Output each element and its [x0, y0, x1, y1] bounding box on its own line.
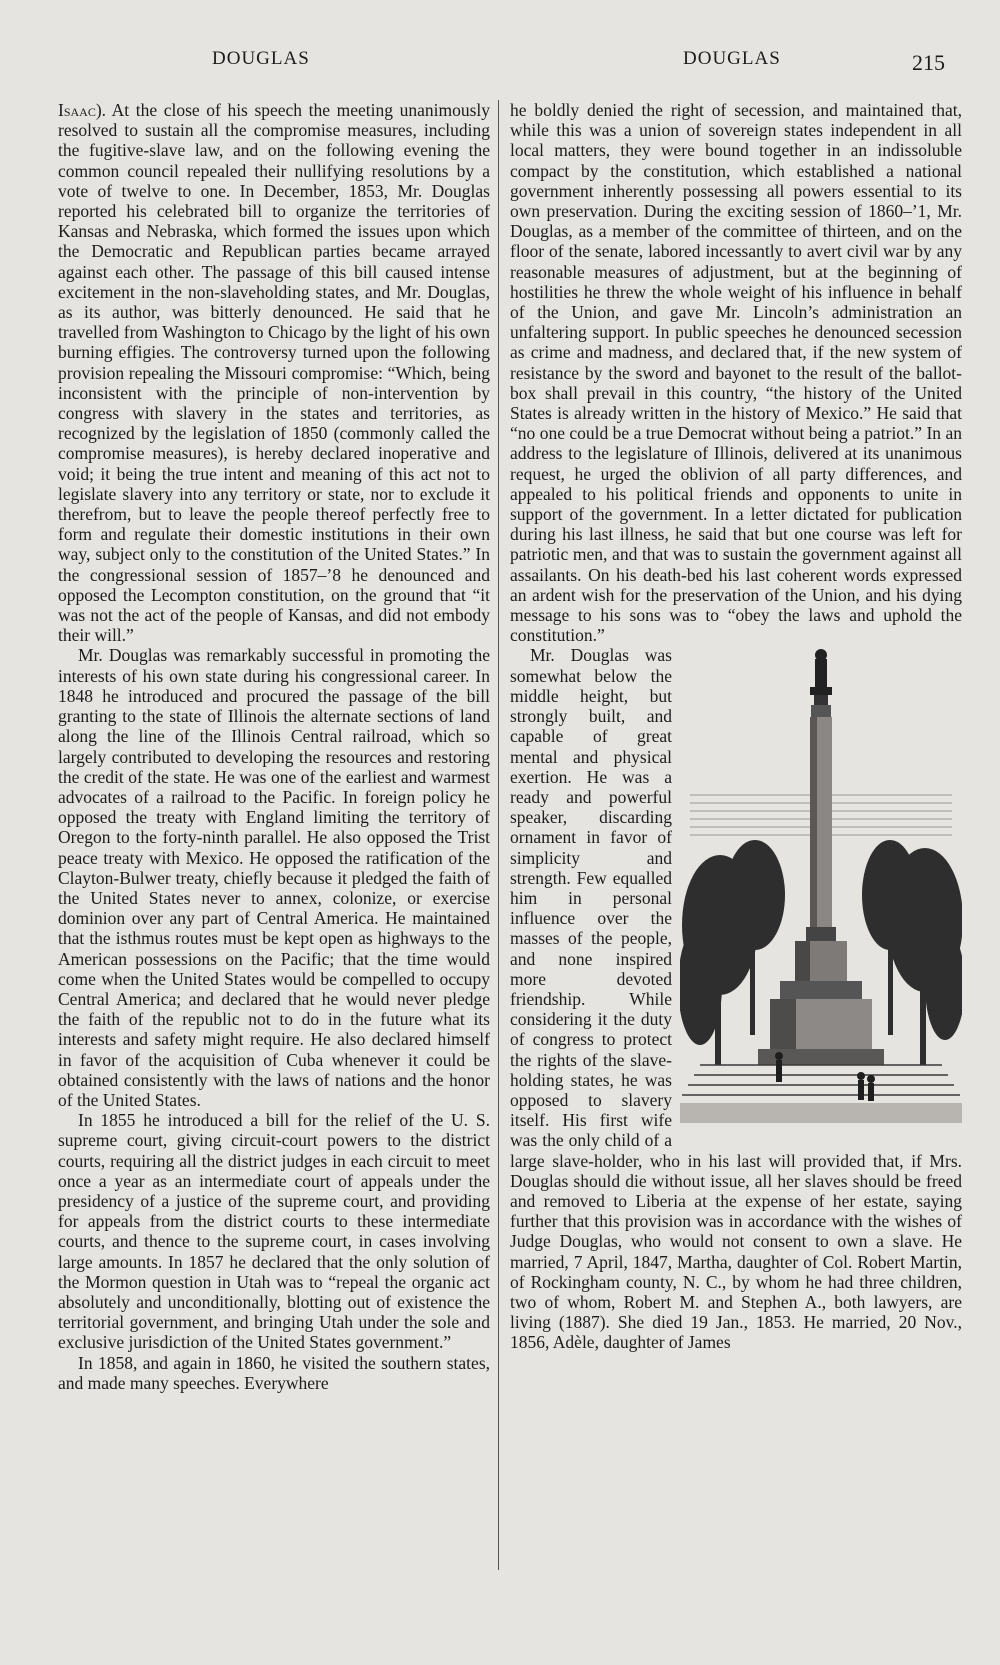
right-column — [510, 100, 962, 1353]
running-head-left: DOUGLAS — [212, 48, 310, 69]
paragraph-text: Mr. Douglas was somewhat below the middle height, but strongly built, and capable of great mental and physical exertion. He was a ready and powerful speaker, discarding ornament in favor of simplicity and strength. Few equalled him in personal influence over the masses of the people, and none inspired more devoted friendship. While considering it the duty of congress to protect the rights of the slave-holding states, he was opposed to slavery itself. His first wife was the only child of a large slave-holder, who in his last will provided that, if Mrs. Douglas should die without issue, all her slaves should be freed and removed to Liberia at the expense of her estate, saying further that this provision was in accordance with the wishes of Judge Douglas, who would not consent to own a slave. He married, 7 April, 1847, Martha, daughter of Col. Robert Martin, of Rockingham county, N. C., by whom he had three children, two of whom, Robert M. and Stephen A., both lawyers, are living (1887). She died 19 Jan., 1853. He married, 20 Nov., 1856, Adèle, daughter of James — [510, 645, 962, 1353]
column-divider — [498, 100, 499, 1570]
paragraph-text: ). At the close of his speech the meeting unanimously resolved to sustain all the compromise measures, including the fugitive-slave law, and on the following evening the common council repealed their nullifying resolutions by a vote of twelve to one. In December, 1853, Mr. Douglas reported his celebrated bill to organize the territories of Kansas and Nebraska, which formed the issues upon which the Democratic and Republican parties became arrayed against each other. The passage of this bill caused intense excitement in the non-slaveholding states, and Mr. Douglas, as its author, was bitterly denounced. He said that he travelled from Washington to Chicago by the light of his own burning effigies. The controversy turned upon the following provision repealing the Missouri compromise: “Which, being inconsistent with the principle of non-intervention by congress with slavery in the states and territories, as recognized by the legislation of 1850 (commonly called the compromise measures), is hereby declared inoperative and void; it being the true intent and meaning of this act not to legislate slavery into any territory or state, nor to exclude it therefrom, but to leave the people thereof perfectly free to form and regulate their domestic institutions in their own way, subject only to the constitution of the United States.” In the congressional session of 1857–’8 he denounced and opposed the Lecompton constitution, on the ground that “it was not the act of the people of Kansas, and did not embody their will.” — [58, 100, 490, 646]
left-column — [58, 100, 490, 1393]
page-number: 215 — [912, 50, 945, 75]
paragraph — [58, 100, 490, 645]
paragraph: In 1858, and again in 1860, he visited the southern states, and made many speeches. Everywhere — [58, 1352, 490, 1393]
paragraph — [510, 645, 962, 1352]
running-head-right: DOUGLAS — [683, 48, 781, 69]
monument-illustration — [680, 645, 962, 1135]
paragraph: Mr. Douglas was remarkably successful in promoting the interests of his own state during his congressional career. In 1848 he introduced and procured the passage of the bill granting to the state of Illinois the alternate sections of land along the line of the Illinois Central railroad, which so largely contributed to developing the resources and restoring the credit of the state. He was one of the earliest and warmest advocates of a railroad to the Pacific. In foreign policy he opposed the treaty with England limiting the territory of Oregon to the forty-ninth parallel. He also opposed the Trist peace treaty with Mexico. He opposed the ratification of the Clayton-Bulwer treaty, chiefly because it pledged the faith of the United States never to annex, colonize, or exercise dominion over any part of Central America. He maintained that the isthmus routes must be kept open as highways to the American possessions on the Pacific; that the time would come when the United States would be compelled to occupy Central America; and declared that he would never pledge the faith of the republic not to do in the future what its interests and safety might require. He also declared himself in favor of the acquisition of Cuba whenever it could be obtained consistently with the laws of nations and the honor of the United States. — [58, 645, 490, 1110]
monument-engraving — [680, 645, 962, 1135]
paragraph: In 1855 he introduced a bill for the relief of the U. S. supreme court, giving circuit-court powers to the district courts, requiring all the district judges in each circuit to meet once a year as an intermediate court of appeals under the presidency of a justice of the supreme court, and providing for appeals from the district courts to these intermediate courts, and thence to the supreme court, in cases involving large amounts. In 1857 he declared that the only solution of the Mormon question in Utah was to “repeal the organic act absolutely and unconditionally, blotting out of existence the territorial government, and bringing Utah under the sole and exclusive jurisdiction of the United States government.” — [58, 1110, 490, 1353]
lead-word: Isaac — [58, 100, 96, 120]
paragraph: he boldly denied the right of secession, and maintained that, while this was a union of sovereign states independent in all local matters, they were bound together in an indissoluble compact by the constitution, which established a national government inherently possessing all powers essential to its own preservation. During the exciting session of 1860–’1, Mr. Douglas, as a member of the committee of thirteen, and on the floor of the senate, labored incessantly to avert civil war by any reasonable measures of adjustment, but at the beginning of hostilities he threw the whole weight of his influence in behalf of the Union, and gave Mr. Lincoln’s administration an unfaltering support. In public speeches he denounced secession as crime and madness, and declared that, if the new system of resistance by the sword and bayonet to the result of the ballot-box shall prevail in this country, “the history of the United States is already written in the history of Mexico.” He said that “no one could be a true Democrat without being a patriot.” In an address to the legislature of Illinois, delivered at its unanimous request, he urged the oblivion of all party differences, and appealed to his political friends and opponents to unite in support of the government. In a letter dictated for publication during his last illness, he said that but one course was left for patriotic men, and that was to sustain the government against all assailants. On his death-bed his last coherent words expressed an ardent wish for the preservation of the Union, and his dying message to his sons was to “obey the laws and uphold the constitution.” — [510, 100, 962, 646]
